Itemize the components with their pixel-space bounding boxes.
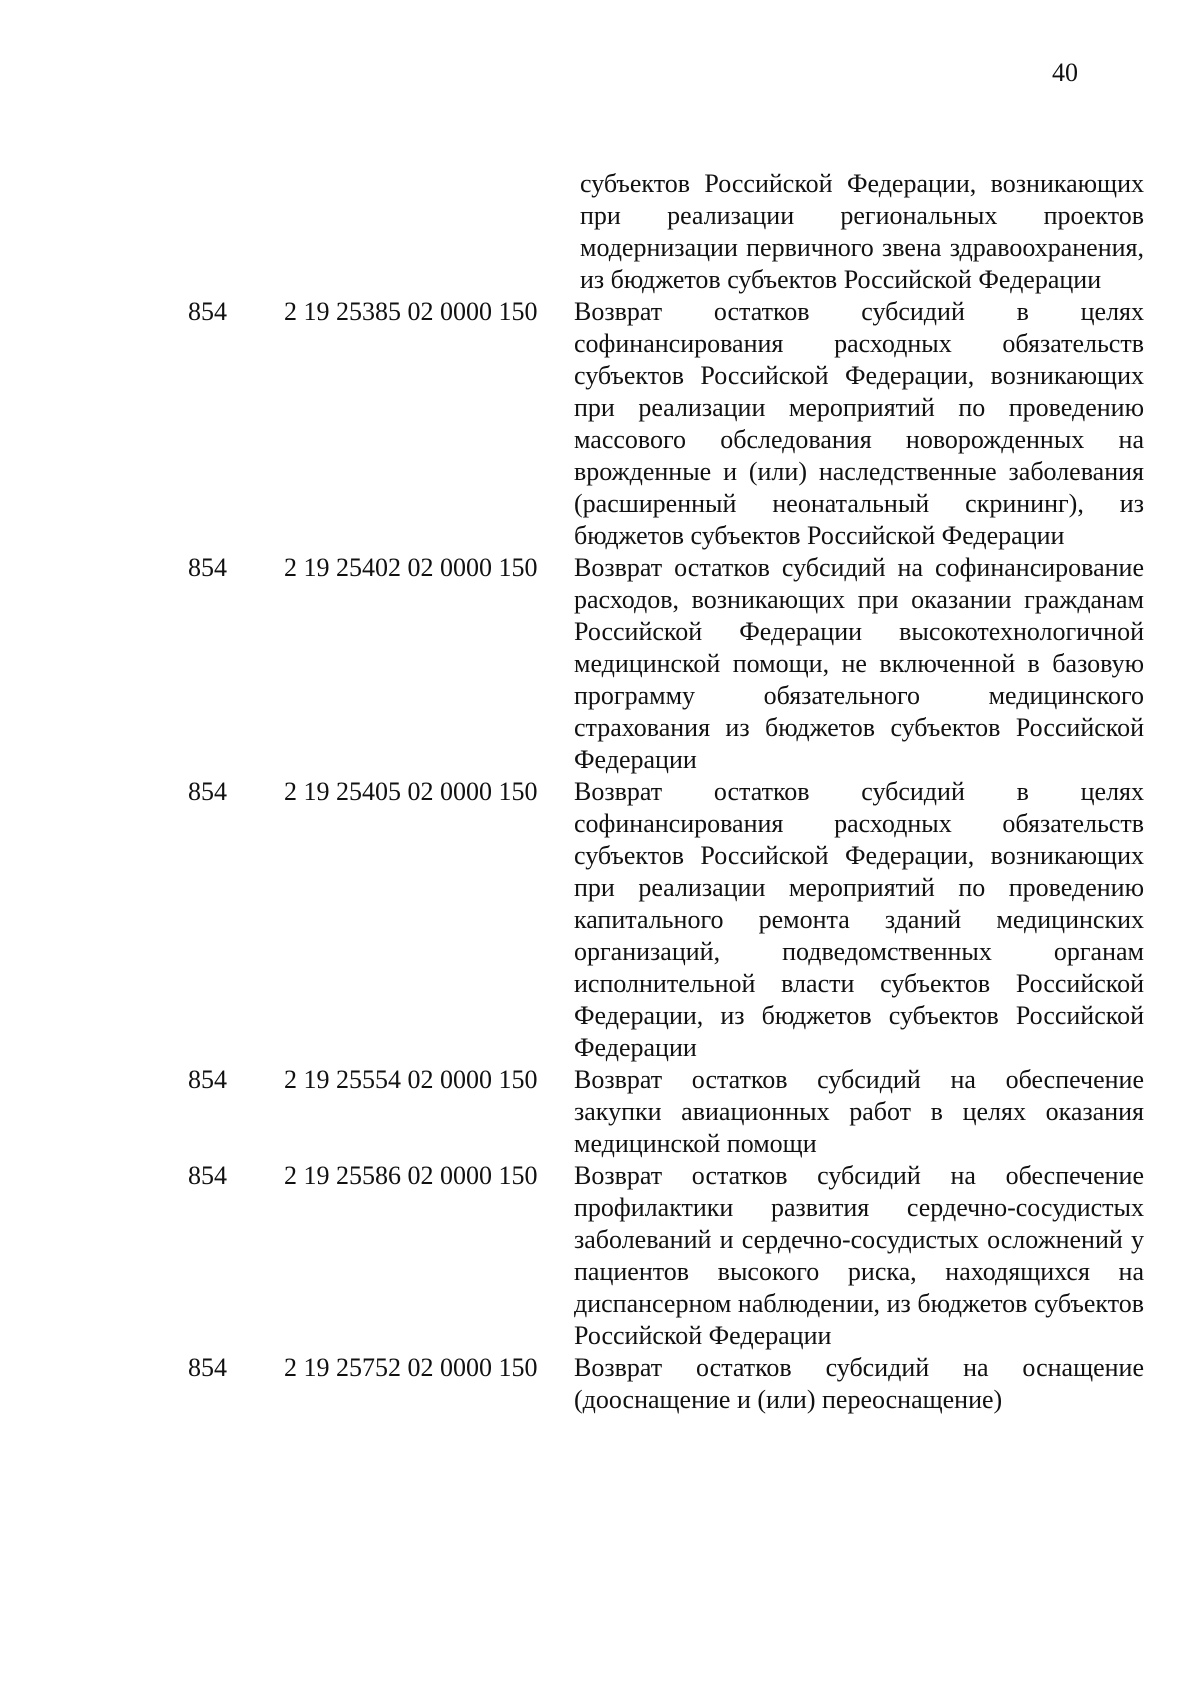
table-row [0,776,1200,1064]
revenue-name: Возврат остатков субсидий в целях софинансирования расходных обязательств субъектов Российской Федерации, возникающих при реализации мероприятий по проведению массового обследования новорожденных на врожденные и (или) наследственные заболевания (расширенный неонатальный скрининг), из бюджетов субъектов Российской Федерации [574,297,1144,550]
page-number: 40 [1052,58,1078,87]
admin-code: 854 [188,1353,227,1382]
table-row [0,552,1200,776]
table-row [0,1064,1200,1160]
admin-code: 854 [188,297,227,326]
admin-code: 854 [188,1161,227,1190]
budget-classification-code: 2 19 25385 02 0000 150 [284,297,538,326]
revenue-name: Возврат остатков субсидий на обеспечение профилактики развития сердечно-сосудистых заболеваний и сердечно-сосудистых осложнений у пациентов высокого риска, находящихся на диспансерном наблюдении, из бюджетов субъектов Российской Федерации [574,1161,1144,1350]
budget-classification-code: 2 19 25402 02 0000 150 [284,553,538,582]
table-row [0,1352,1200,1416]
admin-code: 854 [188,553,227,582]
revenue-name: Возврат остатков субсидий на обеспечение закупки авиационных работ в целях оказания медицинской помощи [574,1065,1144,1158]
budget-codes-table [0,168,1200,1416]
continuation-row [0,168,1200,296]
continuation-text: субъектов Российской Федерации, возникающих при реализации региональных проектов модернизации первичного звена здравоохранения, из бюджетов субъектов Российской Федерации [580,169,1144,294]
budget-classification-code: 2 19 25554 02 0000 150 [284,1065,538,1094]
revenue-name: Возврат остатков субсидий на софинансирование расходов, возникающих при оказании гражданам Российской Федерации высокотехнологичной медицинской помощи, не включенной в базовую программу обязательного медицинского страхования из бюджетов субъектов Российской Федерации [574,553,1144,774]
table-row [0,1160,1200,1352]
table-row [0,296,1200,552]
admin-code: 854 [188,1065,227,1094]
revenue-name: Возврат остатков субсидий на оснащение (дооснащение и (или) переоснащение) [574,1353,1144,1414]
budget-classification-code: 2 19 25586 02 0000 150 [284,1161,538,1190]
budget-classification-code: 2 19 25405 02 0000 150 [284,777,538,806]
admin-code: 854 [188,777,227,806]
revenue-name: Возврат остатков субсидий в целях софинансирования расходных обязательств субъектов Российской Федерации, возникающих при реализации мероприятий по проведению капитального ремонта зданий медицинских организаций, подведомственных органам исполнительной власти субъектов Российской Федерации, из бюджетов субъектов Российской Федерации [574,777,1144,1062]
budget-classification-code: 2 19 25752 02 0000 150 [284,1353,538,1382]
